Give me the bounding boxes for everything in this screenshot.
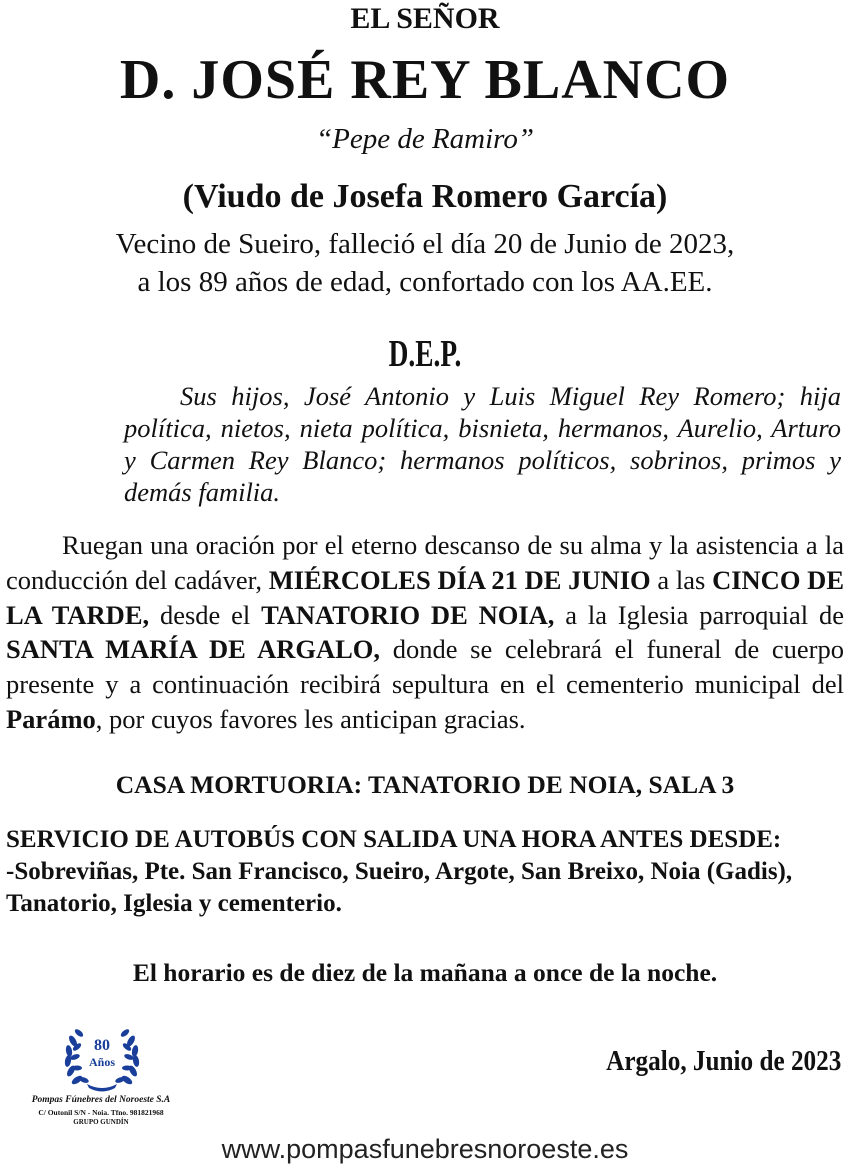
church-name: SANTA MARÍA DE ARGALO,: [6, 634, 381, 665]
bus-service-line-2: -Sobreviñas, Pte. San Francisco, Sueiro, Argote, San Breixo, Noia (Gadis),: [6, 858, 793, 885]
death-info-line-1: Vecino de Sueiro, falleció el día 20 de Junio de 2023,: [115, 228, 735, 260]
bus-service-line-3: Tanatorio, Iglesia y cementerio.: [6, 890, 342, 917]
company-address: C/ Outonil S/N - Noia. Tfno. 981821968: [38, 1108, 164, 1117]
notice-heading: EL SEÑOR: [350, 2, 500, 35]
death-info-line-2: a los 89 años de edad, confortado con los AA.EE.: [137, 266, 713, 298]
company-name: Pompas Fúnebres del Noroeste S.A: [31, 1095, 171, 1105]
company-logo: [3, 1020, 203, 1130]
funeral-time: CINCO DE LA TARDE,: [6, 564, 844, 630]
laurel-wreath-icon: [57, 1020, 147, 1094]
website-link[interactable]: www.pompasfunebresnoroeste.es: [221, 1134, 629, 1164]
family-paragraph: Sus hijos, José Antonio y Luis Miguel Rey Romero; hija política, nietos, nieta política, bisnieta, hermanos, Aurelio, Arturo y Carmen Rey Blanco; hermanos políticos, sobrinos, primos y demás familia.: [124, 381, 841, 507]
deceased-name: D. JOSÉ REY BLANCO: [119, 49, 731, 111]
prayer-paragraph: Ruegan una oración por el eterno descanso de su alma y la asistencia a la conducción del cadáver, MIÉRCOLES DÍA 21 DE JUNIO a las CINCO DE LA TARDE, desde el TANATORIO DE NOIA, a la Iglesia parroquial de SANTA MARÍA DE ARGALO, donde se celebrará el funeral de cuerpo presente y a continuación recibirá sepultura en el cementerio municipal del Parámo, por cuyos favores les anticipan gracias.: [6, 530, 844, 734]
cemetery-name: Parámo: [6, 703, 96, 734]
company-group: GRUPO GUNDÍN: [73, 1118, 129, 1126]
bus-service-line-1: SERVICIO DE AUTOBÚS CON SALIDA UNA HORA ANTES DESDE:: [6, 826, 782, 853]
logo-years-label: Años: [88, 1055, 116, 1069]
widow-of: (Viudo de Josefa Romero García): [182, 178, 668, 215]
visiting-hours: El horario es de diez de la mañana a once de la noche.: [132, 958, 718, 987]
bus-service: [6, 824, 846, 920]
nickname: “Pepe de Ramiro”: [315, 123, 534, 155]
funeral-date: MIÉRCOLES DÍA 21 DE JUNIO: [268, 564, 651, 595]
funeral-home-line: CASA MORTUORIA: TANATORIO DE NOIA, SALA 3: [115, 770, 735, 799]
dep-label: D.E.P.: [388, 333, 462, 375]
logo-years: 80: [94, 1037, 110, 1054]
place-and-date: Argalo, Junio de 2023: [605, 1046, 841, 1077]
departure-place: TANATORIO DE NOIA,: [261, 599, 555, 630]
